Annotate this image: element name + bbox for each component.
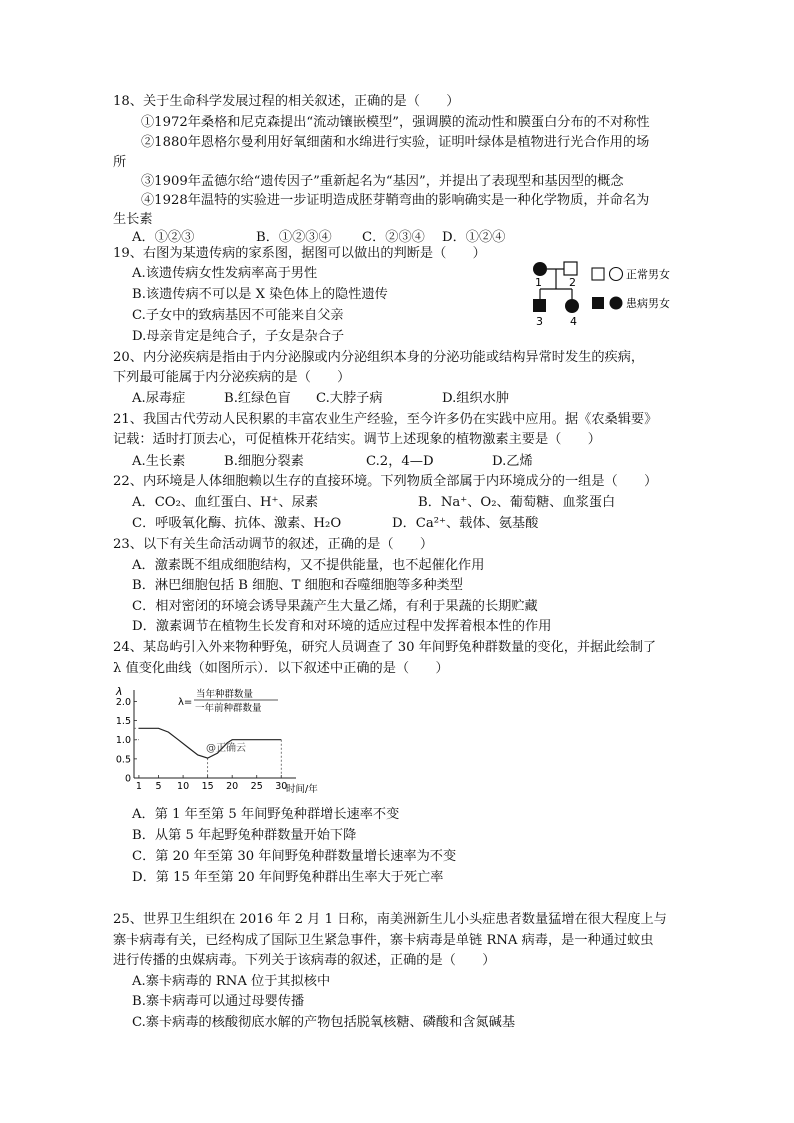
q24-option-b[interactable]: B．从第 5 年起野兔种群数量开始下降: [132, 828, 357, 843]
q18-statement-4-cont: 生长素: [113, 212, 153, 227]
q18-option-d[interactable]: D．①②④: [442, 230, 506, 245]
q23-option-b[interactable]: B．淋巴细胞包括 B 细胞、T 细胞和吞噬细胞等多种类型: [132, 578, 463, 593]
x-axis-label: 时间/年: [286, 784, 318, 795]
x-tick-label: 1: [135, 781, 142, 792]
q18-statement-2: ②1880年恩格尔曼利用好氧细菌和水绵进行实验，证明叶绿体是植物进行光合作用的场: [141, 135, 650, 150]
legend-normal-label: 正常男女: [626, 268, 670, 281]
q21-option-b[interactable]: B.细胞分裂素: [224, 454, 304, 469]
q25-stem-line1: 25、世界卫生组织在 2016 年 2 月 1 日称，南美洲新生儿小头症患者数量猛增在很大程度上与: [113, 912, 667, 927]
q19-option-d[interactable]: D.母亲肯定是纯合子，子女是杂合子: [132, 329, 345, 344]
q25-option-c[interactable]: C.寨卡病毒的核酸彻底水解的产物包括脱氧核糖、磷酸和含氮碱基: [132, 1015, 516, 1030]
x-tick-label: 15: [201, 781, 214, 792]
q23-option-d[interactable]: D．激素调节在植物生长发育和对环境的适应过程中发挥着根本性的作用: [132, 619, 552, 634]
q21-option-c[interactable]: C.2，4—D: [366, 454, 434, 469]
pedigree-label-2: 2: [569, 276, 576, 289]
q20-option-a[interactable]: A.尿毒症: [132, 391, 186, 406]
q23-option-a[interactable]: A．激素既不组成细胞结构，又不提供能量，也不起催化作用: [132, 558, 485, 573]
pedigree-label-3: 3: [536, 315, 543, 328]
y-tick-label: 1.5: [115, 716, 131, 728]
q22-option-a[interactable]: A．CO₂、血红蛋白、H⁺、尿素: [132, 495, 319, 510]
pedigree-label-1: 1: [535, 276, 542, 289]
q25-stem-line2: 寨卡病毒有关，已经构成了国际卫生紧急事件，寨卡病毒是单链 RNA 病毒，是一种通过蚊虫: [113, 933, 654, 948]
q19-option-a[interactable]: A.该遗传病女性发病率高于男性: [132, 266, 318, 281]
q18-option-c[interactable]: C．②③④: [362, 230, 425, 245]
formula-lhs: λ=: [178, 697, 193, 708]
y-tick-label: 2.0: [115, 696, 131, 708]
legend-normal-male-symbol: [592, 268, 604, 280]
q20-options: [132, 390, 692, 408]
q25-option-a[interactable]: A.寨卡病毒的 RNA 位于其拟核中: [132, 974, 331, 989]
q25-option-b[interactable]: B.寨卡病毒可以通过母婴传播: [132, 994, 305, 1009]
q20-option-d[interactable]: D.组织水肿: [442, 391, 510, 406]
q21-option-a[interactable]: A.生长素: [132, 454, 186, 469]
q20-option-b[interactable]: B.红绿色盲: [224, 391, 291, 406]
y-tick-label: 0.5: [115, 754, 131, 766]
q18-option-a[interactable]: A．①②③: [132, 230, 195, 245]
q22-stem: 22、内环境是人体细胞赖以生存的直接环境。下列物质全部属于内环境成分的一组是（ ）: [113, 474, 658, 489]
q22-option-d[interactable]: D．Ca²⁺、载体、氨基酸: [392, 516, 539, 531]
q20-stem-line2: 下列最可能属于内分泌疾病的是（ ）: [113, 370, 351, 385]
q18-statement-2-cont: 所: [113, 155, 127, 170]
q23-option-c[interactable]: C．相对密闭的环境会诱导果蔬产生大量乙烯，有利于果蔬的长期贮藏: [132, 599, 538, 614]
q19-option-b[interactable]: B.该遗传病不可以是 X 染色体上的隐性遗传: [132, 287, 388, 302]
y-axis-label: λ: [116, 685, 123, 698]
y-tick-label: 1.0: [115, 735, 131, 747]
q24-option-d[interactable]: D．第 15 年至第 20 年间野兔种群出生率大于死亡率: [132, 870, 444, 885]
q22-options-row2: [132, 515, 692, 533]
q19-stem: 19、右图为某遗传病的家系图，据图可以做出的判断是（ ）: [113, 246, 486, 261]
q18-statement-1: ①1972年桑格和尼克森提出“流动镶嵌模型”，强调膜的流动性和膜蛋白分布的不对称性: [141, 115, 650, 130]
q21-stem-line2: 记载：适时打顶去心，可促植株开花结实。调节上述现象的植物激素主要是（ ）: [113, 432, 601, 447]
q21-stem-line1: 21、我国古代劳动人民积累的丰富农业生产经验，至今许多仍在实践中应用。据《农桑辑要》: [113, 412, 658, 427]
legend-affected-male-symbol: [592, 297, 604, 309]
q24-stem-line2: λ 值变化曲线（如图所示）．以下叙述中正确的是（ ）: [113, 661, 449, 676]
q22-option-c[interactable]: C．呼吸氧化酶、抗体、激素、H₂O: [132, 516, 342, 531]
q18-stem: 18、关于生命科学发展过程的相关叙述，正确的是（ ）: [113, 94, 460, 109]
q25-stem-line3: 进行传播的虫媒病毒。下列关于该病毒的叙述，正确的是（ ）: [113, 953, 496, 968]
affected-son-symbol: [533, 299, 546, 312]
q18-statement-3: ③1909年孟德尔给“遗传因子”重新起名为“基因”，并提出了表现型和基因型的概念: [141, 174, 624, 189]
formula-denominator: 一年前种群数量: [195, 703, 262, 714]
q24-option-a[interactable]: A．第 1 年至第 5 年间野兔种群增长速率不变: [132, 807, 400, 822]
q22-options-row1: [132, 494, 692, 512]
legend-affected-label: 患病男女: [626, 297, 670, 310]
q24-stem-line1: 24、某岛屿引入外来物种野兔，研究人员调查了 30 年间野兔种群数量的变化，并据此绘制了: [113, 640, 657, 655]
pedigree-diagram: [526, 256, 712, 332]
y-tick-label: 0: [124, 773, 131, 785]
affected-daughter-symbol: [565, 299, 579, 313]
q23-stem: 23、以下有关生命活动调节的叙述，正确的是（ ）: [113, 537, 434, 552]
legend-affected-female-symbol: [610, 297, 623, 310]
q20-stem-line1: 20、内分泌疾病是指由于内分泌腺或内分泌组织本身的分泌功能或结构异常时发生的疾病，: [113, 350, 645, 365]
q22-option-b[interactable]: B．Na⁺、O₂、葡萄糖、血浆蛋白: [418, 495, 616, 510]
q24-option-c[interactable]: C．第 20 年至第 30 年间野兔种群数量增长速率为不变: [132, 849, 457, 864]
x-tick-label: 30: [275, 781, 288, 792]
legend-normal-female-symbol: [610, 268, 623, 281]
pedigree-label-4: 4: [570, 315, 577, 328]
q21-options: [132, 453, 692, 471]
x-tick-label: 25: [250, 781, 263, 792]
formula-numerator: 当年种群数量: [196, 689, 254, 700]
x-tick-label: 10: [177, 781, 190, 792]
lambda-chart: [110, 682, 320, 796]
q18-statement-4: ④1928年温特的实验进一步证明造成胚芽鞘弯曲的影响确实是一种化学物质，并命名为: [141, 193, 650, 208]
affected-mother-symbol: [533, 262, 547, 276]
q20-option-c[interactable]: C.大脖子病: [316, 391, 383, 406]
q18-option-b[interactable]: B．①②③④: [256, 230, 332, 245]
q19-option-c[interactable]: C.子女中的致病基因不可能来自父亲: [132, 308, 344, 323]
watermark: @正确云: [206, 743, 246, 754]
x-tick-label: 20: [226, 781, 239, 792]
x-tick-label: 5: [155, 781, 162, 792]
q21-option-d[interactable]: D.乙烯: [492, 454, 533, 469]
normal-father-symbol: [564, 262, 577, 275]
